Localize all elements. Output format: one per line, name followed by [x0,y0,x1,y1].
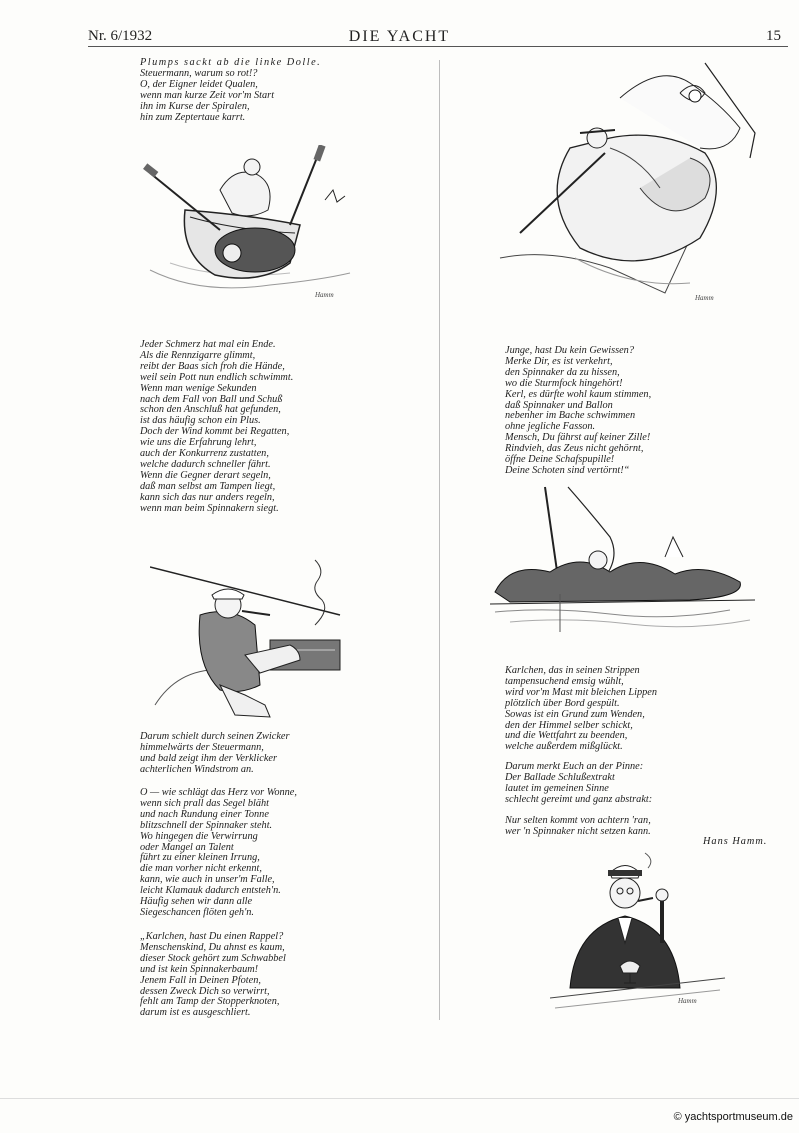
right-verse-4 [505,816,651,838]
left-verse-2 [140,340,293,515]
verse-line: schon den Anschluß hat gefunden, [140,404,281,416]
verse-line: welche dadurch schneller fährt. [140,458,271,470]
verse-line: leicht Klamauk dadurch entsteh'n. [140,885,281,897]
verse-line: wenn sich prall das Segel bläht [140,797,269,809]
copyright-notice: © yachtsportmuseum.de [673,1111,793,1123]
left-verse-3 [140,732,289,776]
verse-line: Rindvieh, das Zeus nicht gehörnt, [505,443,644,455]
verse-line: nach dem Fall von Ball und Schuß [140,393,283,405]
steersman-illustration [150,555,350,725]
verse-line: Darum schielt durch seinen Zwicker [140,731,290,742]
verse-line: schlecht gereimt und ganz abstrakt: [505,793,653,805]
verse-line: fehlt am Tamp der Stopperknoten, [140,996,280,1008]
artist-mark: Hamm [315,291,334,299]
verse-line: oder Mangel an Talent [140,841,234,853]
right-verse-2 [505,666,657,753]
verse-line: Wenn man wenige Sekunden [140,382,257,394]
right-verse-1 [505,346,651,477]
verse-line: wenn man kurze Zeit vor'm Start [140,89,275,101]
verse-line: die man vorher nicht erkennt, [140,863,262,875]
magazine-title: DIE YACHT [348,28,451,45]
verse-line: Junge, hast Du kein Gewissen? [505,345,634,356]
verse-line: Menschenskind, Du ahnst es kaum, [140,941,285,953]
verse-line: und ist kein Spinnakerbaum! [140,963,259,975]
verse-line: dieser Stock gehört zum Schwabbel [140,952,286,964]
right-verse-3 [505,762,652,806]
verse-line: „Karlchen, hast Du einen Rappel? [140,931,284,942]
verse-line: dessen Zweck Dich so verwirrt, [140,985,270,997]
verse-line: den der Himmel selber schickt, [505,719,633,731]
verse-line: daß man selbst am Tampen liegt, [140,480,276,492]
verse-line: und nach Rundung einer Tonne [140,808,269,820]
verse-line: Jeder Schmerz hat mal ein Ende. [140,339,276,350]
verse-line: und bald zeigt ihm der Verklicker [140,752,277,764]
verse-line: himmelwärts der Steuermann, [140,741,264,753]
spinnaker-tangle-illustration [490,58,775,308]
verse-line: O, der Eigner leidet Qualen, [140,78,258,90]
author-signature: Hans Hamm. [703,836,768,847]
verse-line: Steuermann, warum so rot!? [140,67,258,79]
verse-line: wird vor'm Mast mit bleichen Lippen [505,686,657,698]
verse-line: Sowas ist ein Grund zum Wenden, [505,708,645,720]
verse-line: kann sich das nur anders regeln, [140,491,275,503]
verse-line: achterlichen Windstrom an. [140,763,254,775]
captain-toast-illustration [550,848,730,1020]
verse-line: auch der Konkurrenz zustatten, [140,448,269,460]
verse-line: darum ist es ausgeschliert. [140,1007,251,1019]
verse-line: wie uns die Erfahrung lehrt, [140,437,257,449]
verse-line: Doch der Wind kommt bei Regatten, [140,426,290,438]
verse-line: kann, wie auch in unser'm Falle, [140,874,275,886]
verse-line: Der Ballade Schlußextrakt [505,771,615,783]
verse-line: den Spinnaker da zu hissen, [505,366,620,378]
verse-line: lautet im gemeinen Sinne [505,782,609,794]
page-number: 15 [766,28,781,44]
verse-line: Karlchen, das in seinen Strippen [505,665,640,676]
left-verse-4 [140,788,297,919]
verse-line: Wenn die Gegner derart segeln, [140,469,271,481]
verse-line: Jenem Fall in Deinen Pfoten, [140,974,261,986]
artist-mark: Hamm [678,997,697,1005]
verse-line: hin zum Zeptertaue karrt. [140,111,246,123]
bottom-rule [0,1098,799,1099]
verse-line: Plumps sackt ab die linke Dolle. [140,57,322,68]
artist-mark: Hamm [695,294,714,302]
verse-line: Nur selten kommt von achtern 'ran, [505,815,651,826]
verse-line: öffne Deine Schafspupille! [505,454,615,466]
verse-line: O — wie schlägt das Herz vor Wonne, [140,787,297,798]
verse-line: Mensch, Du fährst auf keiner Zille! [505,432,651,444]
verse-line: Siegeschancen flöten geh'n. [140,906,254,918]
verse-line: plötzlich über Bord gespült. [505,697,620,709]
verse-line: weil sein Pott nun endlich schwimmt. [140,371,294,383]
verse-line: daß Spinnaker und Ballon [505,399,613,411]
verse-line: blitzschnell der Spinnaker steht. [140,819,273,831]
verse-line: Wo hingegen die Verwirrung [140,830,258,842]
verse-line: und die Wettfahrt zu beenden, [505,730,628,742]
verse-line: wo die Sturmfock hingehört! [505,377,623,389]
verse-line: Kerl, es dürfte wohl kaum stimmen, [505,388,652,400]
verse-line: tampensuchend emsig wühlt, [505,675,624,687]
left-verse-5 [140,932,286,1019]
dinghy-illustration [140,145,360,305]
issue-number: Nr. 6/1932 [88,28,153,44]
header-rule [88,46,788,47]
verse-line: Merke Dir, es ist verkehrt, [505,355,613,367]
verse-line: Häufig sehen wir dann alle [140,896,253,908]
verse-line: Deine Schoten sind vertörnt!“ [505,464,630,476]
overboard-illustration [490,482,760,637]
verse-line: ohne jegliche Fasson. [505,421,596,433]
verse-line: wenn man beim Spinnakern siegt. [140,502,279,514]
verse-line: reibt der Baas sich froh die Hände, [140,360,285,372]
verse-line: führt zu einer kleinen Irrung, [140,852,260,864]
column-divider [439,60,440,1020]
verse-line: welche außerdem mißglückt. [505,741,623,753]
verse-line: wer 'n Spinnaker nicht setzen kann. [505,825,651,837]
verse-line: Als die Rennzigarre glimmt, [140,349,256,361]
verse-line: Darum merkt Euch an der Pinne: [505,761,644,772]
left-verse-1 [140,58,321,123]
verse-line: ihn im Kurse der Spiralen, [140,100,250,112]
verse-line: ist das häufig schon ein Plus. [140,415,261,427]
verse-line: nebenher im Bache schwimmen [505,410,636,422]
